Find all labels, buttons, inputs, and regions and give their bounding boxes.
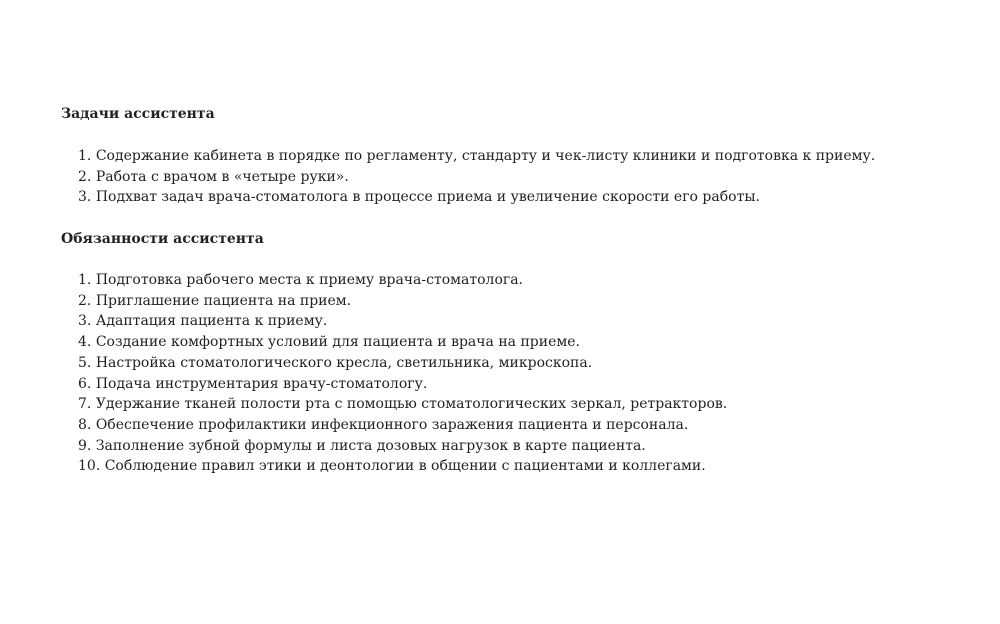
list-item <box>78 415 727 436</box>
list-item <box>78 167 875 188</box>
list-item <box>78 291 727 312</box>
list-item-number: 8. <box>78 416 92 433</box>
list-item-number: 5. <box>78 354 92 371</box>
list-item-text: Содержание кабинета в порядке по регламенту, стандарту и чек-листу клиники и подготовка к приему. <box>95 148 876 164</box>
list-item <box>78 270 727 291</box>
list-item-text: Соблюдение правил этики и деонтологии в общении с пациентами и коллегами. <box>104 458 706 475</box>
duties-list <box>78 270 727 477</box>
list-item-number: 3. <box>78 313 92 330</box>
list-item-text: Адаптация пациента к приему. <box>95 313 328 330</box>
list-item-number: 2. <box>78 292 92 309</box>
list-item-text: Заполнение зубной формулы и листа дозовых нагрузок в карте пациента. <box>95 437 646 454</box>
tasks-heading: Задачи ассистента <box>61 106 215 122</box>
list-item-number: 7. <box>78 396 92 413</box>
tasks-list <box>78 146 875 208</box>
list-item-text: Удержание тканей полости рта с помощью стоматологических зеркал, ретракторов. <box>95 396 728 413</box>
list-item-number: 9. <box>78 437 92 454</box>
list-item-text: Подхват задач врача-стоматолога в процессе приема и увеличение скорости его работы. <box>95 189 760 206</box>
list-item <box>78 311 727 332</box>
list-item <box>78 146 875 167</box>
list-item-number: 2. <box>78 168 92 185</box>
list-item <box>78 436 727 457</box>
list-item <box>78 332 727 353</box>
list-item-text: Настройка стоматологического кресла, светильника, микроскопа. <box>95 354 593 371</box>
duties-heading: Обязанности ассистента <box>61 231 264 247</box>
list-item-text: Работа с врачом в «четыре руки». <box>95 168 349 185</box>
list-item-number: 1. <box>78 148 92 164</box>
list-item-number: 1. <box>78 272 92 288</box>
list-item-text: Приглашение пациента на прием. <box>95 292 352 309</box>
list-item <box>78 456 727 477</box>
list-item-number: 10. <box>78 458 101 475</box>
list-item <box>78 187 875 208</box>
list-item <box>78 394 727 415</box>
list-item-number: 6. <box>78 375 92 392</box>
list-item <box>78 374 727 395</box>
list-item <box>78 353 727 374</box>
list-item-text: Подготовка рабочего места к приему врача-стоматолога. <box>95 272 524 288</box>
list-item-number: 3. <box>78 189 92 206</box>
list-item-text: Обеспечение профилактики инфекционного заражения пациента и персонала. <box>95 416 689 433</box>
list-item-number: 4. <box>78 334 92 351</box>
list-item-text: Создание комфортных условий для пациента и врача на приеме. <box>95 334 580 351</box>
list-item-text: Подача инструментария врачу-стоматологу. <box>95 375 428 392</box>
